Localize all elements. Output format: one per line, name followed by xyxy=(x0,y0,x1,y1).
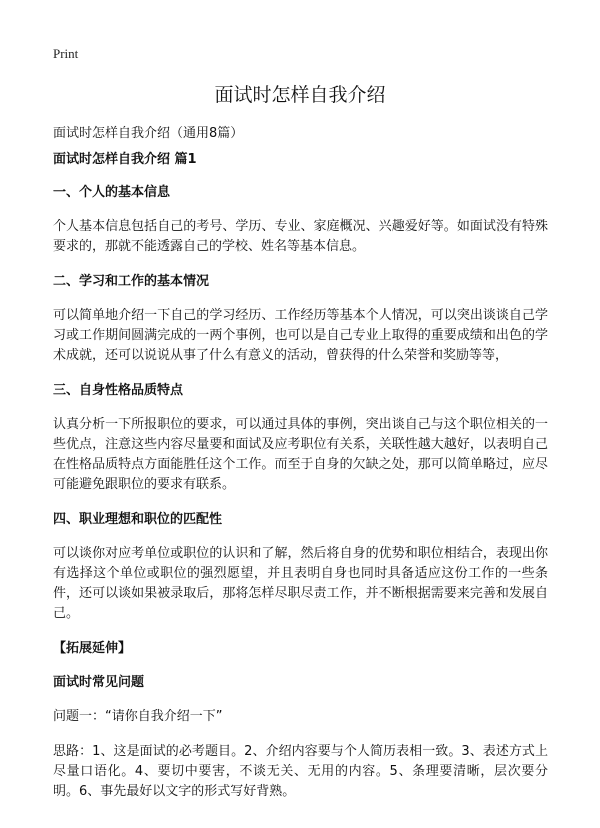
article-heading: 面试时怎样自我介绍 篇1 xyxy=(53,152,197,167)
section-body-character: 认真分析一下所报职位的要求，可以通过具体的事例，突出谈自己与这个职位相关的一些优点，注意这些内容尽量要和面试及应考职位有关系，关联性越大越好，以表明自己在性格品质特点方面能胜任这个工作。而至于自身的欠缺之处，那可以简单略过，应尽可能避免跟职位的要求有联系。 xyxy=(53,417,548,492)
section-heading-character: 三、自身性格品质特点 xyxy=(53,383,184,398)
article-body xyxy=(53,150,548,817)
section-body-basic-info: 个人基本信息包括自己的考号、学历、专业、家庭概况、兴趣爱好等。如面试没有特殊要求的，那就不能透露自己的学校、姓名等基本信息。 xyxy=(53,219,548,254)
section-body-career-fit: 可以谈你对应考单位或职位的认识和了解，然后将自身的优势和职位相结合，表现出你有选择这个单位或职位的强烈愿望，并且表明自身也同时具备适应这份工作的一些条件，还可以谈如果被录取后，那将怎样尽职尽责工作，并不断根据需要来完善和发展自己。 xyxy=(53,546,548,621)
answer-approach: 思路：1、这是面试的必考题目。2、介绍内容要与个人简历表相一致。3、表述方式上尽量口语化。4、要切中要害，不谈无关、无用的内容。5、条理要清晰，层次要分明。6、事先最好以文字的形式写好背熟。 xyxy=(53,744,548,799)
section-heading-basic-info: 一、个人的基本信息 xyxy=(53,185,171,200)
extension-heading: 【拓展延伸】 xyxy=(53,641,132,656)
page-title: 面试时怎样自我介绍 xyxy=(214,84,386,106)
section-heading-career-fit: 四、职业理想和职位的匹配性 xyxy=(53,512,223,527)
document-subtitle: 面试时怎样自我介绍（通用8篇） xyxy=(53,126,244,141)
faq-heading: 面试时常见问题 xyxy=(53,675,145,690)
section-body-study-work: 可以简单地介绍一下自己的学习经历、工作经历等基本个人情况，可以突出谈谈自己学习或工作期间圆满完成的一两个事例，也可以是自己专业上取得的重要成绩和出色的学术成就，还可以说说从事了什么有意义的活动，曾获得的什么荣誉和奖励等等， xyxy=(53,308,548,363)
print-link[interactable]: Print xyxy=(53,46,79,61)
section-heading-study-work: 二、学习和工作的基本情况 xyxy=(53,274,210,289)
question-one: 问题一：“请你自我介绍一下” xyxy=(53,709,223,724)
